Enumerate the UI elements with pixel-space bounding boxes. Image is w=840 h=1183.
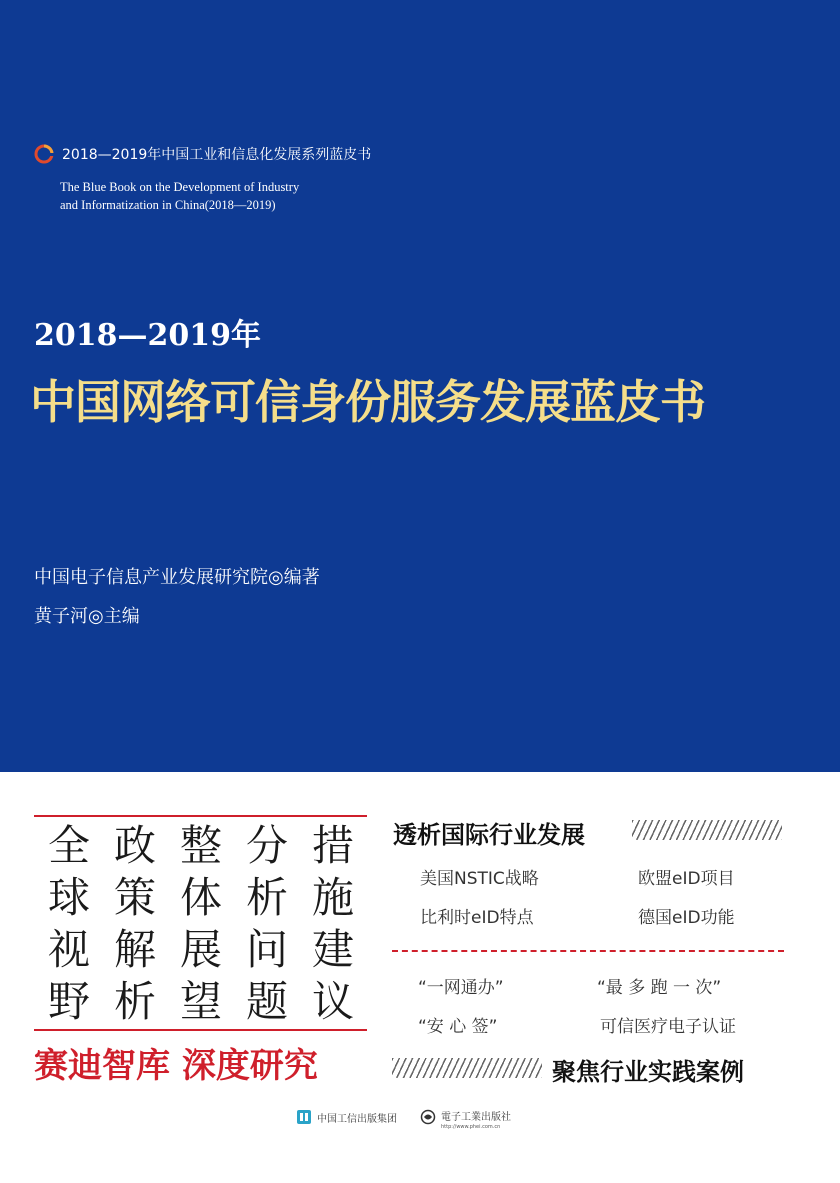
keyword-char: 施 <box>311 873 354 922</box>
keyword-char: 视 <box>47 925 90 974</box>
keyword-char: 整 <box>179 821 222 870</box>
compiler-credit: 中国电子信息产业发展研究院◎编著 <box>34 567 320 588</box>
keyword-bottom-rule <box>34 1029 367 1031</box>
keyword-char: 体 <box>179 873 222 922</box>
keyword-char: 政 <box>113 821 156 870</box>
series-swirl-logo-icon <box>34 144 54 164</box>
miit-publishing-logo-icon <box>296 1109 312 1125</box>
keyword-grid <box>36 820 366 1028</box>
case-item: “最 多 跑 一 次” <box>597 978 722 998</box>
topic-item: 德国eID功能 <box>638 908 735 928</box>
think-tank-slogan: 赛迪智库 深度研究 <box>34 1046 318 1086</box>
book-year: 2018—2019年 <box>34 318 261 353</box>
publisher-phei <box>420 1107 511 1130</box>
international-heading: 透析国际行业发展 <box>393 821 585 849</box>
keyword-char: 题 <box>245 977 288 1026</box>
case-item: “一网通办” <box>418 978 504 998</box>
keyword-char: 野 <box>47 977 90 1026</box>
practice-cases-heading: 聚焦行业实践案例 <box>552 1058 744 1086</box>
keyword-char: 全 <box>47 821 90 870</box>
publisher-miit <box>296 1107 397 1127</box>
topic-item: 美国NSTIC战略 <box>420 869 539 889</box>
topic-item: 欧盟eID项目 <box>638 869 735 889</box>
keyword-char: 望 <box>179 977 222 1026</box>
case-item: 可信医疗电子认证 <box>600 1017 736 1037</box>
chief-editor-credit: 黄子河◎主编 <box>34 606 140 627</box>
keyword-char: 议 <box>311 977 354 1026</box>
case-item: “安 心 签” <box>418 1017 498 1037</box>
publisher-phei-url: http://www.phei.com.cn <box>441 1123 501 1130</box>
keyword-char: 策 <box>113 873 156 922</box>
heading-hatch-decoration <box>632 820 782 840</box>
keyword-char: 析 <box>113 977 156 1026</box>
keyword-char: 建 <box>311 925 354 974</box>
keyword-char: 分 <box>245 821 288 870</box>
keyword-char: 析 <box>245 873 288 922</box>
keyword-char: 球 <box>47 873 90 922</box>
phei-logo-icon <box>420 1109 436 1125</box>
publisher-miit-name: 中国工信出版集团 <box>317 1113 397 1125</box>
series-english-line-2: and Informatization in China(2018—2019) <box>60 198 276 212</box>
book-title: 中国网络可信身份服务发展蓝皮书 <box>30 375 705 429</box>
keyword-top-rule <box>34 815 367 817</box>
keyword-char: 措 <box>311 821 354 870</box>
keyword-char: 解 <box>113 925 156 974</box>
series-title: 2018—2019年中国工业和信息化发展系列蓝皮书 <box>62 147 372 163</box>
keyword-char: 问 <box>245 925 288 974</box>
dashed-divider <box>392 950 784 952</box>
series-english-line-1: The Blue Book on the Development of Industry <box>60 180 300 194</box>
keyword-char: 展 <box>179 925 222 974</box>
topic-item: 比利时eID特点 <box>420 908 534 928</box>
heading-hatch-decoration <box>392 1058 542 1078</box>
publisher-phei-text <box>441 1105 511 1130</box>
series-header <box>34 142 371 166</box>
publisher-phei-name: 電子工業出版社 <box>441 1111 511 1123</box>
